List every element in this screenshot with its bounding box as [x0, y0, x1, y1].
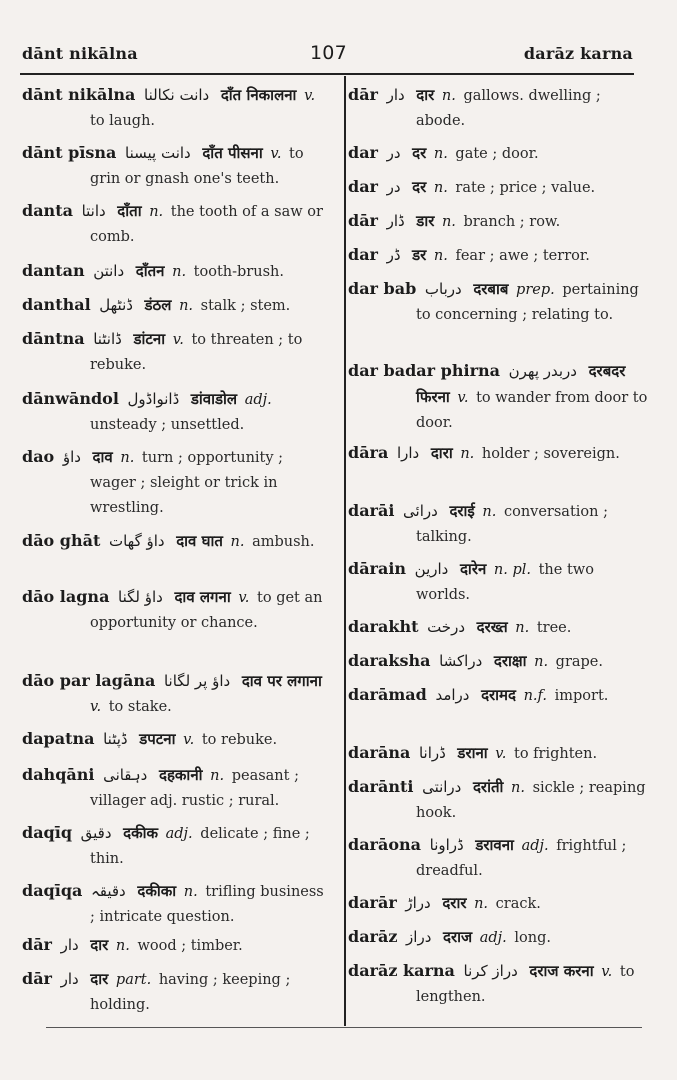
dictionary-entry	[22, 82, 326, 134]
urdu-form: دراڑ	[405, 894, 431, 912]
part-of-speech: v.	[270, 146, 282, 162]
hindi-form: दारा	[430, 444, 453, 462]
headword: dantan	[22, 261, 85, 280]
dictionary-entry	[348, 82, 648, 134]
part-of-speech: v.	[457, 390, 469, 406]
urdu-form: دار	[60, 936, 79, 954]
urdu-form: ڈپٹنا	[103, 730, 128, 748]
footer-rule	[46, 1027, 642, 1028]
hindi-form: दरबदर फिरना	[416, 362, 626, 406]
hindi-form: दकीक	[123, 824, 159, 842]
hindi-form: डर	[412, 246, 427, 264]
part-of-speech: adj.	[165, 826, 193, 842]
part-of-speech: v.	[495, 746, 507, 762]
definition: to lengthen.	[416, 964, 635, 1005]
headword: dar bab	[348, 279, 417, 298]
hindi-form: दर	[412, 144, 427, 162]
part-of-speech: n.	[482, 504, 497, 520]
urdu-form: درانتی	[422, 778, 462, 796]
hindi-form: दाव	[92, 448, 113, 466]
hindi-form: दाँता	[117, 202, 142, 220]
hindi-form: डपटना	[139, 730, 176, 748]
headword: dāo par lagāna	[22, 671, 156, 690]
part-of-speech: n. pl.	[493, 562, 531, 578]
definition: the two worlds.	[416, 562, 594, 603]
dictionary-entry	[348, 924, 648, 951]
dictionary-entry	[348, 556, 648, 608]
part-of-speech: n.	[460, 446, 475, 462]
dictionary-entry	[22, 444, 326, 521]
dictionary-entry	[348, 958, 648, 1010]
urdu-form: درائی	[403, 502, 438, 520]
urdu-form: دراز کرنا	[463, 962, 518, 980]
urdu-form: ڈار	[386, 212, 405, 230]
dictionary-entry	[22, 198, 326, 250]
part-of-speech: n.	[120, 450, 135, 466]
part-of-speech: n.	[474, 896, 489, 912]
hindi-form: दरांती	[472, 778, 504, 796]
headword: dānt nikālna	[22, 85, 136, 104]
headword: darāz	[348, 927, 398, 946]
headword: darānti	[348, 777, 414, 796]
definition: pertaining to concerning ; relating to.	[416, 282, 639, 323]
dictionary-entry	[348, 614, 648, 641]
dictionary-entry	[22, 292, 326, 319]
dictionary-entry	[348, 890, 648, 917]
headword: dānt pīsna	[22, 143, 117, 162]
definition: to stake.	[108, 699, 172, 715]
definition: sickle ; reaping hook.	[416, 780, 646, 821]
hindi-form: दहकानी	[158, 766, 203, 784]
part-of-speech: n.	[433, 146, 448, 162]
definition: to rebuke.	[201, 732, 278, 748]
definition: long.	[514, 930, 551, 946]
dictionary-entry	[348, 276, 648, 328]
headword: dāo ghāt	[22, 531, 101, 550]
headword: darakht	[348, 617, 419, 636]
urdu-form: درخت	[427, 618, 466, 636]
part-of-speech: v.	[304, 88, 316, 104]
definition: import.	[554, 688, 609, 704]
part-of-speech: prep.	[516, 282, 555, 298]
part-of-speech: adj.	[244, 392, 272, 408]
headword: dapatna	[22, 729, 95, 748]
urdu-form: ڈراونا	[429, 836, 464, 854]
hindi-form: दार	[90, 936, 109, 954]
headword: dar	[348, 245, 378, 264]
headword: dānwāndol	[22, 389, 119, 408]
part-of-speech: v.	[601, 964, 613, 980]
definition: crack.	[495, 896, 541, 912]
dictionary-entry	[348, 140, 648, 167]
urdu-form: دہقانی	[103, 766, 148, 784]
column-divider	[344, 76, 346, 1026]
dictionary-entry	[22, 726, 326, 753]
hindi-form: डार	[416, 212, 435, 230]
headword: darāi	[348, 501, 395, 520]
headword: dār	[22, 969, 52, 988]
hindi-form: दार	[90, 970, 109, 988]
part-of-speech: n.	[441, 214, 456, 230]
hindi-form: दराक्षा	[493, 652, 527, 670]
urdu-form: دانتا	[81, 202, 106, 220]
hindi-form: दार	[416, 86, 435, 104]
urdu-form: ڈر	[386, 246, 401, 264]
urdu-form: ڈانواڈول	[127, 390, 180, 408]
headword: darār	[348, 893, 397, 912]
urdu-form: داؤ گھات	[108, 532, 165, 550]
definition: wood ; timber.	[137, 938, 243, 954]
running-head-left: dānt nikālna	[22, 44, 138, 63]
part-of-speech: v.	[90, 699, 102, 715]
headword: dāra	[348, 443, 389, 462]
urdu-form: دار	[386, 86, 405, 104]
part-of-speech: n.	[433, 180, 448, 196]
part-of-speech: n.	[433, 248, 448, 264]
urdu-form: دقیقہ	[90, 882, 126, 900]
definition: unsteady ; unsettled.	[90, 417, 245, 433]
part-of-speech: n.	[230, 534, 245, 550]
definition: holder ; sovereign.	[481, 446, 620, 462]
part-of-speech: n.	[115, 938, 130, 954]
definition: fear ; awe ; terror.	[455, 248, 590, 264]
hindi-form: दराज	[443, 928, 473, 946]
dictionary-entry	[22, 762, 326, 814]
definition: the tooth of a saw or comb.	[90, 204, 323, 245]
dictionary-entry	[22, 878, 326, 930]
definition: gallows. dwelling ; abode.	[416, 88, 601, 129]
definition: rate ; price ; value.	[455, 180, 596, 196]
dictionary-entry	[348, 498, 648, 550]
hindi-form: दराज करना	[529, 962, 594, 980]
dictionary-entry	[22, 966, 326, 1018]
hindi-form: डरावना	[475, 836, 514, 854]
headword: darāna	[348, 743, 411, 762]
header-rule	[20, 73, 634, 75]
dictionary-entry	[22, 668, 326, 720]
hindi-form: दाँत पीसना	[202, 144, 263, 162]
definition: ambush.	[252, 534, 315, 550]
dictionary-entry	[348, 682, 648, 709]
urdu-form: درباب	[424, 280, 462, 298]
part-of-speech: n.	[183, 884, 198, 900]
hindi-form: डांवाडोल	[190, 390, 238, 408]
page-number: 107	[310, 42, 347, 64]
part-of-speech: adj.	[479, 930, 507, 946]
part-of-speech: v.	[172, 332, 184, 348]
urdu-form: داؤ پر لگانا	[163, 672, 231, 690]
headword: dār	[22, 935, 52, 954]
definition: tooth-brush.	[193, 264, 284, 280]
definition: having ; keeping ; holding.	[90, 972, 291, 1013]
headword: dāntna	[22, 329, 85, 348]
hindi-form: दाव लगना	[174, 588, 231, 606]
urdu-form: داؤ	[62, 448, 81, 466]
dictionary-entry	[22, 528, 326, 555]
urdu-form: دانت پیسنا	[125, 144, 191, 162]
headword: darāmad	[348, 685, 427, 704]
part-of-speech: n.	[441, 88, 456, 104]
part-of-speech: n.	[149, 204, 164, 220]
hindi-form: दाव घात	[176, 532, 223, 550]
urdu-form: دارین	[414, 560, 449, 578]
dictionary-entry	[22, 258, 326, 285]
definition: turn ; opportunity ; wager ; sleight or trick in wrestling.	[90, 450, 284, 516]
urdu-form: در	[386, 144, 401, 162]
hindi-form: डंठल	[144, 296, 172, 314]
headword: dāo lagna	[22, 587, 110, 606]
dictionary-entry	[22, 326, 326, 378]
headword: dar	[348, 143, 378, 162]
dictionary-entry	[348, 208, 648, 235]
urdu-form: دار	[60, 970, 79, 988]
headword: darāz karna	[348, 961, 455, 980]
definition: tree.	[536, 620, 572, 636]
hindi-form: दाँतन	[135, 262, 165, 280]
dictionary-entry	[348, 774, 648, 826]
part-of-speech: n.	[515, 620, 530, 636]
part-of-speech: n.	[210, 768, 225, 784]
part-of-speech: part.	[115, 972, 152, 988]
urdu-form: ڈرانا	[418, 744, 446, 762]
headword: daqīq	[22, 823, 73, 842]
dictionary-entry	[348, 740, 648, 767]
definition: grape.	[555, 654, 604, 670]
hindi-form: दाव पर लगाना	[241, 672, 322, 690]
definition: peasant ; villager adj. rustic ; rural.	[90, 768, 299, 809]
definition: to laugh.	[90, 113, 156, 129]
part-of-speech: v.	[238, 590, 250, 606]
hindi-form: डांटना	[133, 330, 166, 348]
definition: to get an opportunity or chance.	[90, 590, 323, 631]
urdu-form: دانتن	[93, 262, 125, 280]
part-of-speech: n.	[179, 298, 194, 314]
headword: dao	[22, 447, 55, 466]
urdu-form: دارا	[396, 444, 420, 462]
headword: danthal	[22, 295, 91, 314]
urdu-form: داؤ لگنا	[118, 588, 163, 606]
dictionary-entry	[348, 832, 648, 884]
part-of-speech: n.	[534, 654, 549, 670]
part-of-speech: adj.	[521, 838, 549, 854]
headword: dār	[348, 85, 378, 104]
dictionary-entry	[22, 584, 326, 636]
definition: stalk ; stem.	[200, 298, 291, 314]
part-of-speech: n.	[172, 264, 187, 280]
headword: dar badar phirna	[348, 361, 500, 380]
urdu-form: درامد	[435, 686, 470, 704]
hindi-form: डराना	[457, 744, 488, 762]
headword: dahqāni	[22, 765, 95, 784]
dictionary-entry	[22, 386, 326, 438]
headword: dar	[348, 177, 378, 196]
definition: to grin or gnash one's teeth.	[90, 146, 304, 187]
urdu-form: دراکشا	[439, 652, 483, 670]
hindi-form: दराई	[449, 502, 475, 520]
definition: to wander from door to door.	[416, 390, 648, 431]
part-of-speech: v.	[183, 732, 195, 748]
definition: conversation ; talking.	[416, 504, 608, 545]
urdu-form: دانت نکالنا	[144, 86, 210, 104]
urdu-form: ڈنٹھل	[99, 296, 133, 314]
hindi-form: दरबाब	[473, 280, 509, 298]
headword: daqīqa	[22, 881, 83, 900]
dictionary-entry	[22, 140, 326, 192]
dictionary-entry	[348, 242, 648, 269]
hindi-form: दर	[412, 178, 427, 196]
hindi-form: दारेन	[459, 560, 487, 578]
headword: dār	[348, 211, 378, 230]
dictionary-entry	[22, 820, 326, 872]
hindi-form: दरख्त	[476, 618, 508, 636]
urdu-form: دربدر پھرن	[508, 362, 577, 380]
dictionary-entry	[348, 358, 648, 436]
headword: darāona	[348, 835, 422, 854]
definition: branch ; row.	[463, 214, 561, 230]
running-head-right: darāz karna	[523, 44, 633, 63]
hindi-form: दरामद	[481, 686, 516, 704]
dictionary-entry	[348, 648, 648, 675]
definition: gate ; door.	[455, 146, 539, 162]
part-of-speech: n.	[511, 780, 525, 796]
definition: trifling business ; intricate question.	[90, 884, 324, 925]
hindi-form: दरार	[442, 894, 467, 912]
dictionary-entry	[22, 932, 326, 959]
hindi-form: दाँत निकालना	[220, 86, 297, 104]
dictionary-entry	[348, 174, 648, 201]
part-of-speech: n.f.	[523, 688, 548, 704]
dictionary-entry	[348, 440, 648, 467]
urdu-form: ڈانٹنا	[93, 330, 122, 348]
urdu-form: دراز	[406, 928, 432, 946]
hindi-form: दकीका	[137, 882, 177, 900]
definition: frightful ; dreadful.	[416, 838, 627, 879]
headword: danta	[22, 201, 73, 220]
urdu-form: در	[386, 178, 401, 196]
definition: to threaten ; to rebuke.	[90, 332, 303, 373]
definition: to frighten.	[514, 746, 598, 762]
headword: dārain	[348, 559, 407, 578]
urdu-form: دقیق	[80, 824, 112, 842]
definition: delicate ; fine ; thin.	[90, 826, 310, 867]
headword: daraksha	[348, 651, 431, 670]
